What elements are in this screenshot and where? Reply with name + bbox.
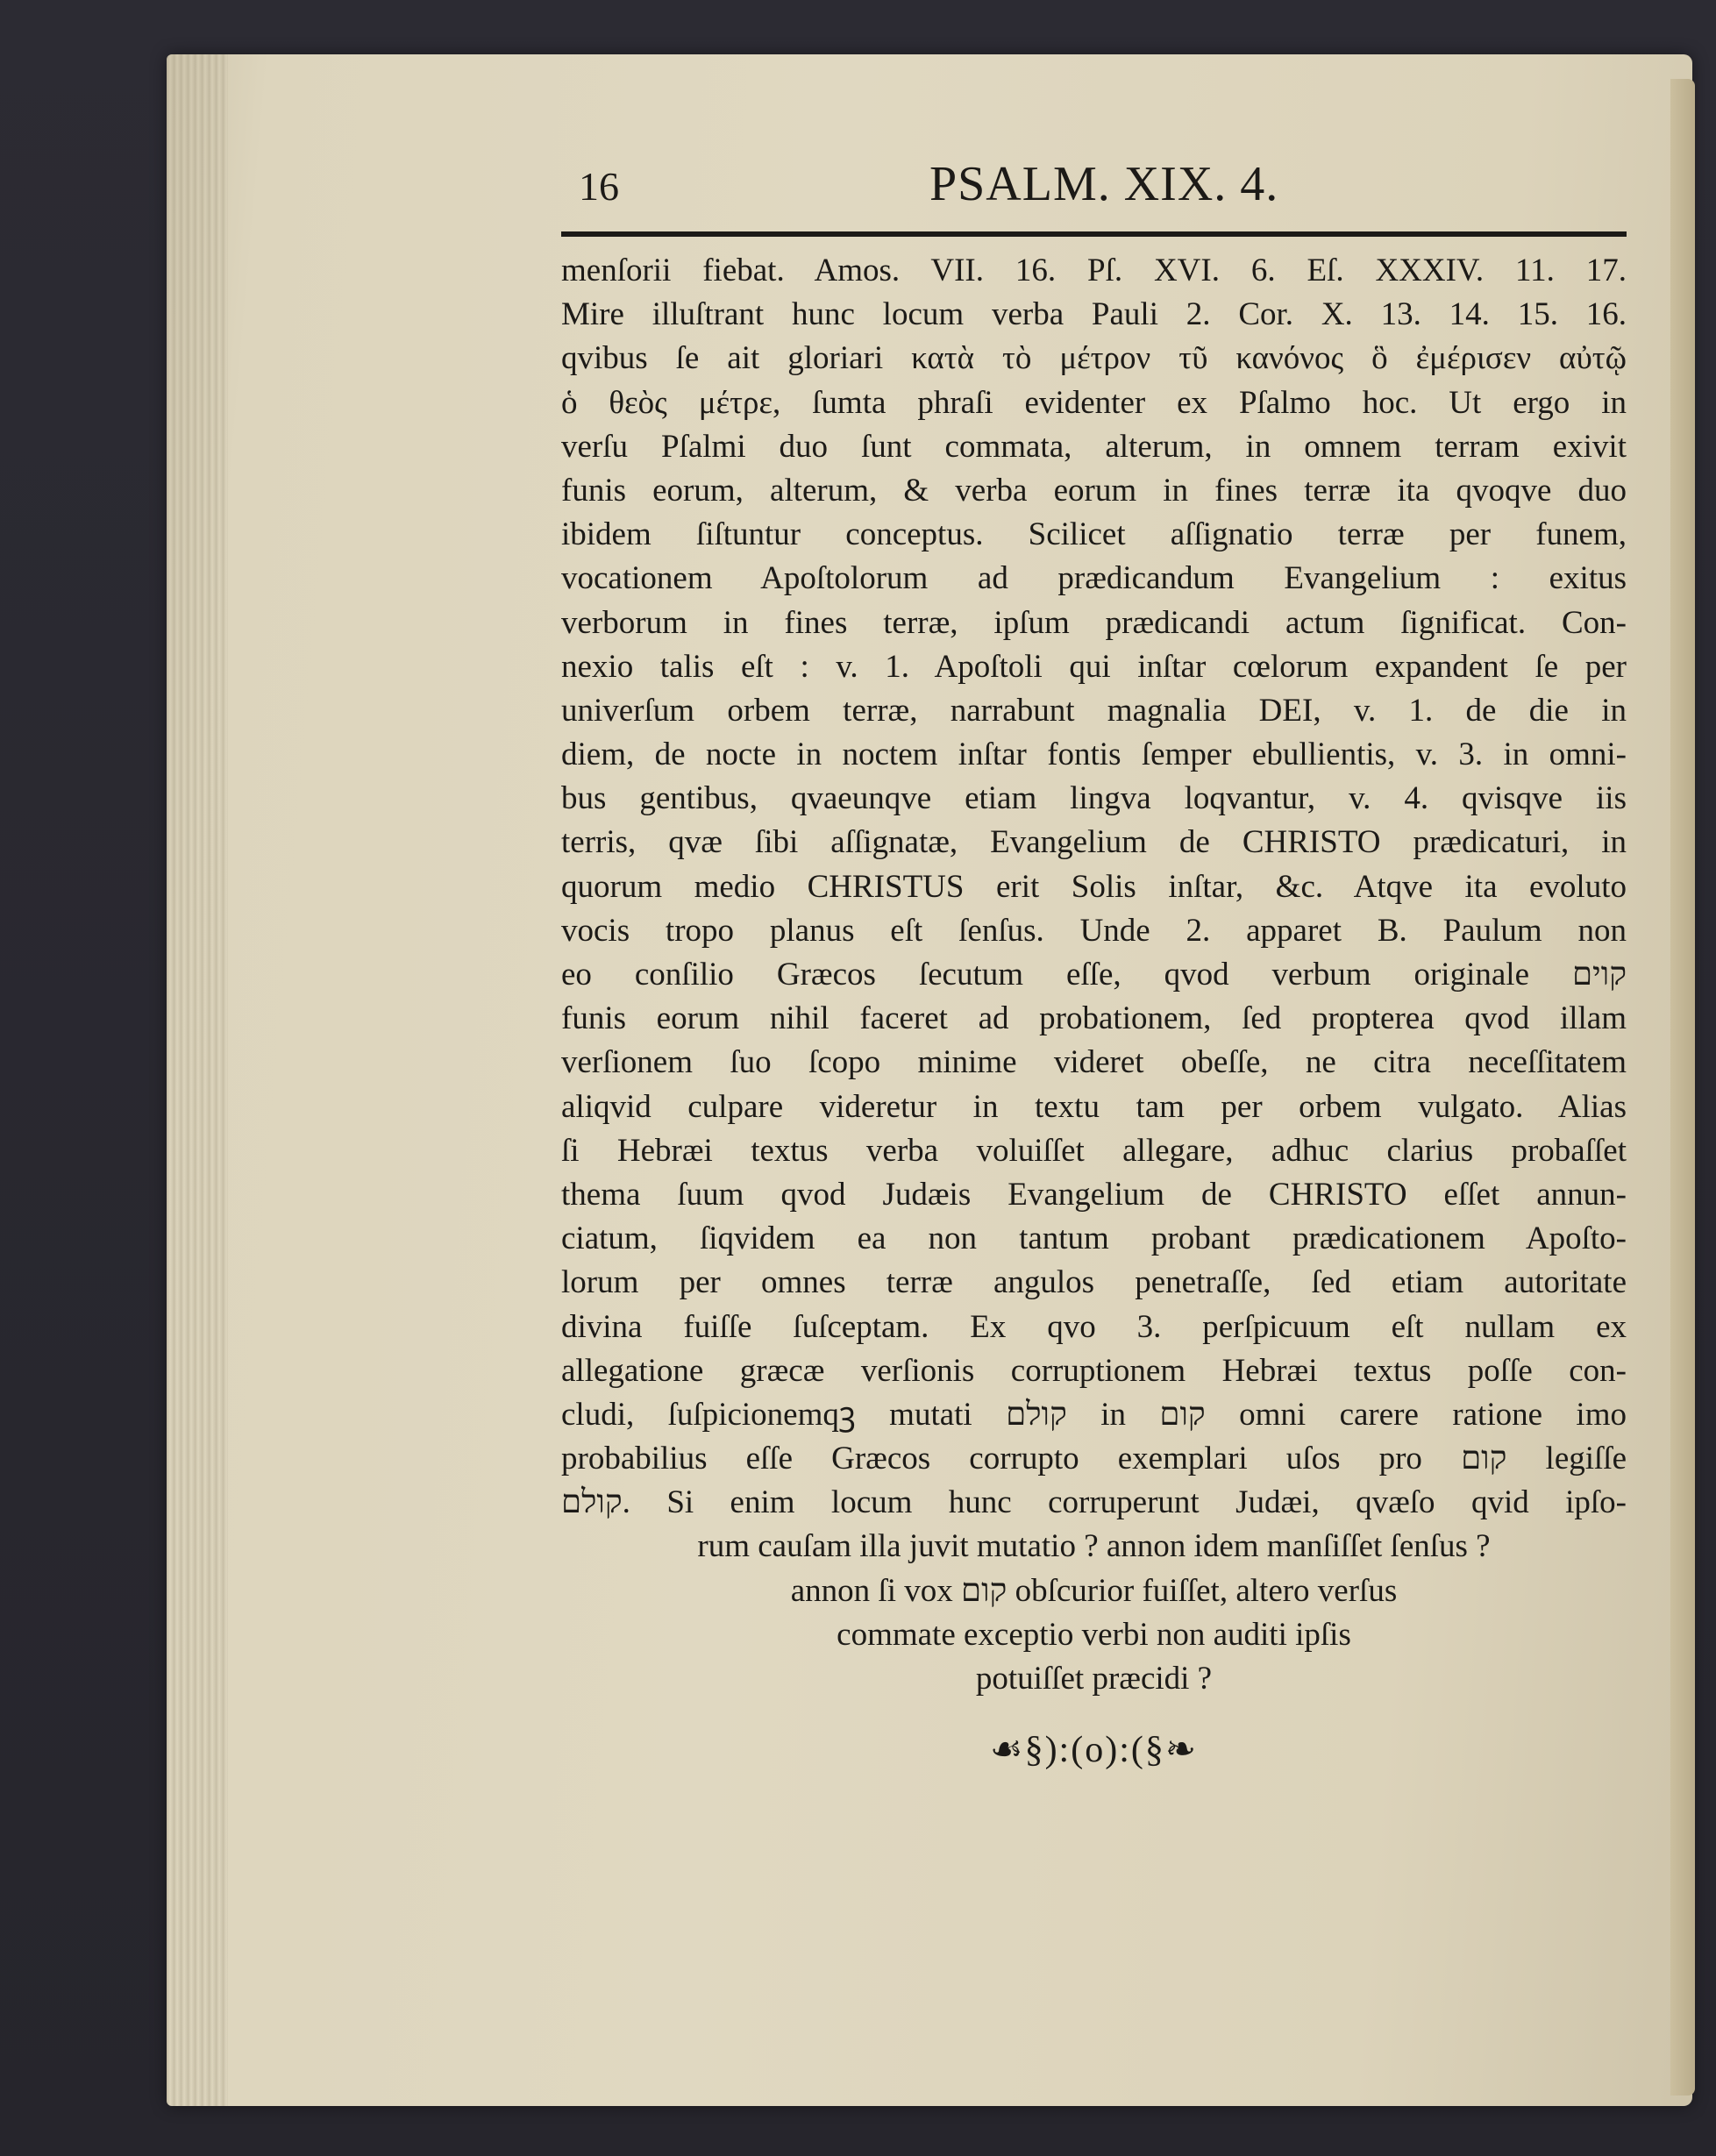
text-line: menſorii fiebat. Amos. VII. 16. Pſ. XVI. 6. Eſ. XXXIV. 11. 17.	[561, 253, 1627, 288]
page-number: 16	[579, 164, 619, 209]
text-line: funis eorum nihil faceret ad probationem, ſed propterea qvod illam	[561, 1000, 1627, 1037]
text-line: ciatum, ſiqvidem ea non tantum probant prædicationem Apoſto-	[561, 1220, 1627, 1257]
text-line: allegatione græcæ verſionis corruptionem Hebræi textus poſſe con-	[561, 1352, 1627, 1389]
text-line: univerſum orbem terræ, narrabunt magnalia DEI, v. 1. de die in	[561, 692, 1627, 729]
text-line: ὁ θεὸς μέτρε, ſumta phraſi evidenter ex Pſalmo hoc. Ut ergo in	[561, 384, 1627, 421]
text-line: lorum per omnes terræ angulos penetraſſe, ſed etiam autoritate	[561, 1264, 1627, 1301]
tail-ornament: ☙§):(o):(§❧	[989, 1730, 1199, 1771]
text-line: terris, qvæ ſibi aſſignatæ, Evangelium de CHRISTO prædicaturi, in	[561, 824, 1627, 861]
text-line: nexio talis eſt : v. 1. Apoſtoli qui inſtar cœlorum expandent ſe per	[561, 648, 1627, 685]
text-line: verſu Pſalmi duo ſunt commata, alterum, in omnem terram exivit	[561, 428, 1627, 465]
text-line: qvibus ſe ait gloriari κατὰ τὸ μέτρον τῦ κανόνος ὃ ἐμέρισεν αὐτῷ	[561, 340, 1627, 377]
text-line: קולם. Si enim locum hunc corruperunt Judæi, qvæſo qvid ipſo-	[561, 1484, 1627, 1521]
text-line: commate exceptio verbi non auditi ipſis	[837, 1616, 1351, 1653]
text-line: thema ſuum qvod Judæis Evangelium de CHRISTO eſſet annun-	[561, 1176, 1627, 1213]
running-title: PSALM. XIX. 4.	[929, 157, 1279, 211]
text-line: verborum in fines terræ, ipſum prædicandi actum ſignificat. Con-	[561, 604, 1627, 641]
page-content	[561, 156, 1640, 1771]
running-header	[561, 156, 1640, 226]
text-line: bus gentibus, qvaeunqve etiam lingva loqvantur, v. 4. qvisqve iis	[561, 780, 1627, 817]
text-line: funis eorum, alterum, & verba eorum in fines terræ ita qvoqve duo	[561, 472, 1627, 509]
text-line: vocis tropo planus eſt ſenſus. Unde 2. apparet B. Paulum non	[561, 912, 1627, 949]
text-line: cludi, ſuſpicionemqꝫ mutati קולם in קום omni carere ratione imo	[561, 1396, 1627, 1433]
body-text	[561, 249, 1627, 1525]
page-gutter-shadow	[167, 54, 228, 2106]
text-line: potuiſſet præcidi ?	[975, 1661, 1213, 1697]
text-line: eo conſilio Græcos ſecutum eſſe, qvod verbum originale קוים	[561, 957, 1627, 993]
header-rule	[561, 231, 1627, 237]
text-line: divina fuiſſe ſuſceptam. Ex qvo 3. perſpicuum eſt nullam ex	[561, 1308, 1627, 1345]
text-line: diem, de nocte in noctem inſtar fontis ſemper ebullientis, v. 3. in omni-	[561, 736, 1627, 773]
text-line: vocationem Apoſtolorum ad prædicandum Evangelium : exitus	[561, 560, 1627, 597]
text-line: annon ſi vox קום obſcurior fuiſſet, altero verſus	[790, 1572, 1398, 1609]
text-line: ibidem ſiſtuntur conceptus. Scilicet aſſignatio terræ per funem,	[561, 516, 1627, 553]
closing-paragraph	[561, 1525, 1627, 1701]
text-line: quorum medio CHRISTUS erit Solis inſtar, &c. Atqve ita evoluto	[561, 868, 1627, 905]
text-line: probabilius eſſe Græcos corrupto exemplari uſos pro קום legiſſe	[561, 1441, 1627, 1477]
text-line: ſi Hebræi textus verba voluiſſet allegare, adhuc clarius probaſſet	[561, 1132, 1627, 1169]
text-line: aliqvid culpare videretur in textu tam per orbem vulgato. Alias	[561, 1088, 1627, 1125]
page-fore-edge	[1670, 79, 1695, 2096]
text-line: verſionem ſuo ſcopo minime videret obeſſe, ne citra neceſſitatem	[561, 1044, 1627, 1081]
text-line: rum cauſam illa juvit mutatio ? annon idem manſiſſet ſenſus ?	[697, 1528, 1491, 1565]
text-line: Mire illuſtrant hunc locum verba Pauli 2. Cor. X. 13. 14. 15. 16.	[561, 296, 1627, 333]
